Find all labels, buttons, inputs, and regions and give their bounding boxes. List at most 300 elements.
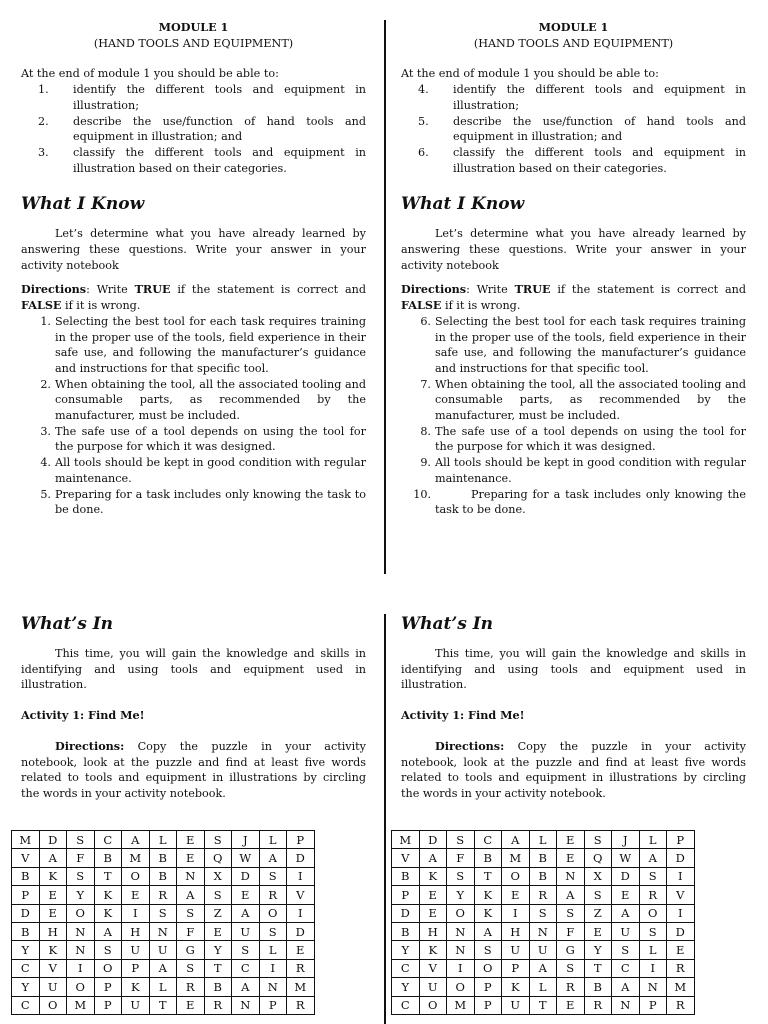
objective-text: classify the different tools and equipment in illustration based on their categories.: [73, 145, 366, 175]
puzzle-cell: K: [94, 904, 122, 922]
puzzle-cell: M: [447, 996, 475, 1014]
objective-item: [401, 114, 746, 145]
puzzle-cell: V: [667, 886, 695, 904]
puzzle-cell: A: [177, 886, 205, 904]
question-item: [21, 424, 366, 455]
puzzle-cell: N: [447, 922, 475, 940]
puzzle-cell: N: [149, 922, 177, 940]
puzzle-row: [392, 886, 695, 904]
puzzle-cell: E: [557, 849, 585, 867]
puzzle-cell: K: [94, 886, 122, 904]
puzzle-cell: R: [529, 886, 557, 904]
puzzle-row: [392, 978, 695, 996]
question-item: [401, 377, 746, 424]
puzzle-row: [392, 849, 695, 867]
puzzle-cell: S: [529, 904, 557, 922]
puzzle-cell: U: [149, 941, 177, 959]
objective-text: describe the use/function of hand tools and equipment in illustration; and: [73, 114, 366, 144]
what-i-know-heading: What I Know: [21, 194, 145, 215]
puzzle-cell: B: [149, 849, 177, 867]
puzzle-row: [392, 996, 695, 1014]
question-number: 3.: [40, 424, 51, 438]
puzzle-cell: K: [502, 978, 530, 996]
objective-number: 3.: [38, 145, 49, 159]
puzzle-cell: B: [12, 922, 40, 940]
puzzle-cell: E: [667, 941, 695, 959]
puzzle-row: [12, 904, 315, 922]
puzzle-cell: P: [122, 959, 150, 977]
puzzle-cell: H: [419, 922, 447, 940]
puzzle-cell: S: [584, 831, 612, 849]
puzzle-cell: B: [392, 867, 420, 885]
objectives-intro: At the end of module 1 you should be able to:: [21, 67, 279, 81]
puzzle-cell: T: [529, 996, 557, 1014]
question-text: Preparing for a task includes only knowing the task to be done.: [55, 487, 366, 517]
puzzle-cell: P: [474, 996, 502, 1014]
puzzle-cell: S: [67, 867, 95, 885]
puzzle-cell: B: [529, 849, 557, 867]
puzzle-cell: B: [584, 978, 612, 996]
directions-text-b: if the statement is correct and: [170, 283, 366, 297]
question-number: 4.: [40, 456, 51, 470]
puzzle-cell: M: [502, 849, 530, 867]
puzzle-row: [392, 922, 695, 940]
module-subtitle: (HAND TOOLS AND EQUIPMENT): [473, 36, 674, 50]
puzzle-cell: S: [259, 922, 287, 940]
puzzle-cell: T: [584, 959, 612, 977]
puzzle-row: [12, 959, 315, 977]
puzzle-cell: K: [122, 978, 150, 996]
puzzle-cell: C: [392, 959, 420, 977]
puzzle-cell: I: [287, 867, 315, 885]
puzzle-cell: P: [94, 978, 122, 996]
puzzle-cell: A: [612, 904, 640, 922]
puzzle-cell: S: [584, 886, 612, 904]
directions: [401, 282, 746, 313]
directions-false: FALSE: [401, 298, 442, 313]
puzzle-cell: P: [474, 978, 502, 996]
puzzle-cell: P: [12, 886, 40, 904]
puzzle-cell: M: [122, 849, 150, 867]
puzzle-cell: T: [94, 867, 122, 885]
puzzle-cell: P: [287, 831, 315, 849]
puzzle-cell: P: [259, 996, 287, 1014]
puzzle-cell: D: [392, 904, 420, 922]
puzzle-cell: I: [447, 959, 475, 977]
puzzle-cell: S: [557, 904, 585, 922]
directions-true: TRUE: [514, 282, 551, 297]
puzzle-cell: C: [612, 959, 640, 977]
puzzle-row: [12, 867, 315, 885]
puzzle-cell: L: [149, 831, 177, 849]
objectives-list: [21, 82, 366, 176]
module-title: MODULE 1: [158, 20, 229, 34]
puzzle-cell: V: [12, 849, 40, 867]
puzzle-cell: Q: [204, 849, 232, 867]
puzzle-cell: Y: [204, 941, 232, 959]
puzzle-cell: S: [94, 941, 122, 959]
directions-text-a: : Write: [466, 283, 515, 297]
puzzle-cell: Y: [12, 941, 40, 959]
puzzle-cell: A: [149, 959, 177, 977]
puzzle-cell: D: [39, 831, 67, 849]
questions-list: [401, 314, 746, 487]
directions-text-a: : Write: [86, 283, 135, 297]
puzzle-cell: V: [287, 886, 315, 904]
puzzle-row: [12, 996, 315, 1014]
puzzle-cell: Z: [204, 904, 232, 922]
puzzle-cell: U: [529, 941, 557, 959]
puzzle-cell: O: [419, 996, 447, 1014]
puzzle-cell: S: [612, 941, 640, 959]
puzzle-cell: U: [502, 941, 530, 959]
puzzle-cell: E: [419, 886, 447, 904]
bottom-left-column: [21, 614, 366, 802]
puzzle-cell: O: [447, 904, 475, 922]
puzzle-cell: S: [149, 904, 177, 922]
puzzle-cell: L: [639, 831, 667, 849]
puzzle-cell: R: [287, 996, 315, 1014]
what-i-know-paragraph: Let’s determine what you have already learned by answering these questions. Write your answer in your activity notebook: [21, 227, 366, 272]
directions-text-c: if it is wrong.: [441, 299, 521, 313]
puzzle-cell: O: [122, 867, 150, 885]
puzzle-cell: V: [392, 849, 420, 867]
puzzle-cell: W: [232, 849, 260, 867]
puzzle-cell: S: [177, 959, 205, 977]
puzzle-cell: E: [177, 831, 205, 849]
puzzle-cell: D: [612, 867, 640, 885]
question-text: All tools should be kept in good condition with regular maintenance.: [55, 456, 366, 485]
puzzle-cell: Z: [584, 904, 612, 922]
directions-text-c: if it is wrong.: [61, 299, 141, 313]
objectives-intro: At the end of module 1 you should be able to:: [401, 67, 659, 81]
puzzle-row: [12, 978, 315, 996]
puzzle-cell: S: [447, 831, 475, 849]
puzzle-cell: I: [667, 904, 695, 922]
question-item: [21, 487, 366, 518]
puzzle-cell: R: [584, 996, 612, 1014]
puzzle-cell: E: [557, 831, 585, 849]
puzzle-cell: R: [287, 959, 315, 977]
puzzle-cell: S: [177, 904, 205, 922]
puzzle-cell: U: [419, 978, 447, 996]
puzzle-cell: O: [39, 996, 67, 1014]
puzzle-cell: Y: [392, 978, 420, 996]
bottom-right-column: [401, 614, 746, 802]
activity-directions-label: Directions:: [435, 738, 505, 753]
puzzle-cell: I: [639, 959, 667, 977]
question-text: All tools should be kept in good condition with regular maintenance.: [435, 456, 746, 485]
puzzle-cell: N: [177, 867, 205, 885]
puzzle-cell: P: [639, 996, 667, 1014]
puzzle-cell: U: [122, 996, 150, 1014]
module-subtitle: (HAND TOOLS AND EQUIPMENT): [93, 36, 294, 50]
puzzle-cell: P: [392, 886, 420, 904]
puzzle-cell: E: [177, 996, 205, 1014]
question-text: The safe use of a tool depends on using the tool for the purpose for which it was designed.: [55, 424, 366, 454]
puzzle-row: [392, 867, 695, 885]
puzzle-cell: B: [204, 978, 232, 996]
puzzle-cell: I: [122, 904, 150, 922]
puzzle-cell: S: [474, 941, 502, 959]
puzzle-cell: T: [204, 959, 232, 977]
puzzle-cell: A: [502, 831, 530, 849]
objective-number: 4.: [418, 83, 429, 97]
puzzle-cell: C: [12, 959, 40, 977]
puzzle-cell: I: [259, 959, 287, 977]
puzzle-cell: K: [419, 867, 447, 885]
puzzle-cell: A: [557, 886, 585, 904]
puzzle-cell: S: [639, 922, 667, 940]
puzzle-cell: U: [612, 922, 640, 940]
puzzle-cell: N: [447, 941, 475, 959]
activity-directions-text: Copy the puzzle in your activity notebook, look at the puzzle and find at least five words related to tools and equipment in illustrations by circling the words in your activity notebook.: [21, 739, 366, 800]
column-divider-top: [384, 20, 386, 574]
activity-title: Activity 1: Find Me!: [21, 708, 145, 723]
puzzle-cell: B: [392, 922, 420, 940]
puzzle-cell: X: [204, 867, 232, 885]
puzzle-cell: K: [419, 941, 447, 959]
question-text: Preparing for a task includes only knowing the task to be done.: [435, 487, 746, 517]
puzzle-cell: T: [474, 867, 502, 885]
puzzle-cell: H: [39, 922, 67, 940]
objective-item: [21, 114, 366, 145]
question-number: 1.: [40, 314, 51, 328]
puzzle-cell: D: [667, 922, 695, 940]
question-text: Selecting the best tool for each task requires training in the proper use of the tools, field experience in their safe use, and following the manufacturer’s guidance and instructions for that specific tool.: [55, 314, 366, 375]
puzzle-cell: O: [447, 978, 475, 996]
puzzle-cell: A: [419, 849, 447, 867]
puzzle-cell: M: [667, 978, 695, 996]
puzzle-cell: S: [232, 941, 260, 959]
puzzle-cell: B: [149, 867, 177, 885]
puzzle-cell: Y: [447, 886, 475, 904]
puzzle-cell: H: [122, 922, 150, 940]
puzzle-cell: M: [287, 978, 315, 996]
puzzle-cell: L: [529, 831, 557, 849]
question-item: [21, 314, 366, 377]
puzzle-cell: H: [502, 922, 530, 940]
question-number: 9.: [420, 456, 431, 470]
puzzle-cell: B: [12, 867, 40, 885]
puzzle-cell: J: [232, 831, 260, 849]
objective-text: identify the different tools and equipment in illustration;: [73, 83, 366, 112]
puzzle-cell: A: [232, 904, 260, 922]
puzzle-cell: N: [259, 978, 287, 996]
question-item: [21, 377, 366, 424]
puzzle-row: [392, 959, 695, 977]
objective-number: 2.: [38, 114, 49, 128]
puzzle-cell: K: [474, 904, 502, 922]
puzzle-cell: N: [232, 996, 260, 1014]
puzzle-cell: T: [149, 996, 177, 1014]
puzzle-row: [392, 831, 695, 849]
puzzle-cell: D: [419, 831, 447, 849]
puzzle-cell: U: [122, 941, 150, 959]
question-text: Selecting the best tool for each task requires training in the proper use of the tools, field experience in their safe use, and following the manufacturer’s guidance and instructions for that specific tool.: [435, 314, 746, 375]
question-item: [401, 487, 746, 518]
puzzle-cell: L: [639, 941, 667, 959]
word-puzzle-grid: [11, 830, 315, 1015]
puzzle-row: [12, 922, 315, 940]
puzzle-row: [12, 886, 315, 904]
puzzle-cell: N: [557, 867, 585, 885]
directions-false: FALSE: [21, 298, 62, 313]
puzzle-cell: R: [667, 996, 695, 1014]
whats-in-heading: What’s In: [401, 614, 494, 634]
puzzle-cell: E: [502, 886, 530, 904]
puzzle-row: [12, 941, 315, 959]
puzzle-cell: Y: [584, 941, 612, 959]
puzzle-cell: Q: [584, 849, 612, 867]
puzzle-cell: Y: [67, 886, 95, 904]
column-divider-bottom: [384, 614, 386, 1024]
question-item: [401, 424, 746, 455]
puzzle-cell: J: [612, 831, 640, 849]
puzzle-cell: E: [584, 922, 612, 940]
whats-in-paragraph: This time, you will gain the knowledge and skills in identifying and using tools and equipment used in illustration.: [401, 647, 746, 692]
puzzle-cell: A: [232, 978, 260, 996]
puzzle-cell: F: [557, 922, 585, 940]
what-i-know-paragraph: Let’s determine what you have already learned by answering these questions. Write your answer in your activity notebook: [401, 227, 746, 272]
objective-text: identify the different tools and equipment in illustration;: [453, 83, 746, 112]
objective-text: describe the use/function of hand tools and equipment in illustration; and: [453, 114, 746, 144]
puzzle-cell: P: [94, 996, 122, 1014]
puzzle-cell: O: [67, 904, 95, 922]
puzzle-cell: R: [557, 978, 585, 996]
puzzle-cell: A: [259, 849, 287, 867]
puzzle-cell: B: [94, 849, 122, 867]
puzzle-cell: F: [447, 849, 475, 867]
puzzle-cell: S: [639, 867, 667, 885]
puzzle-cell: D: [12, 904, 40, 922]
puzzle-cell: Y: [12, 978, 40, 996]
puzzle-cell: S: [204, 831, 232, 849]
puzzle-cell: W: [612, 849, 640, 867]
puzzle-cell: A: [474, 922, 502, 940]
puzzle-cell: A: [612, 978, 640, 996]
puzzle-cell: U: [502, 996, 530, 1014]
puzzle-cell: K: [39, 867, 67, 885]
puzzle-cell: O: [94, 959, 122, 977]
puzzle-row: [12, 849, 315, 867]
puzzle-cell: O: [639, 904, 667, 922]
puzzle-cell: X: [584, 867, 612, 885]
puzzle-cell: D: [667, 849, 695, 867]
objective-number: 1.: [38, 83, 49, 97]
puzzle-cell: K: [39, 941, 67, 959]
puzzle-cell: L: [259, 831, 287, 849]
what-i-know-heading: What I Know: [401, 194, 525, 215]
puzzle-cell: N: [612, 996, 640, 1014]
puzzle-cell: E: [419, 904, 447, 922]
puzzle-cell: N: [67, 941, 95, 959]
puzzle-cell: I: [667, 867, 695, 885]
puzzle-cell: C: [232, 959, 260, 977]
directions-label: Directions: [401, 282, 467, 297]
puzzle-row: [12, 831, 315, 849]
question-number: 7.: [420, 377, 431, 391]
puzzle-cell: S: [259, 867, 287, 885]
puzzle-cell: C: [392, 996, 420, 1014]
objective-item: [401, 145, 746, 176]
puzzle-cell: N: [639, 978, 667, 996]
puzzle-row: [392, 904, 695, 922]
puzzle-cell: R: [204, 996, 232, 1014]
puzzle-cell: I: [287, 904, 315, 922]
directions-text-b: if the statement is correct and: [550, 283, 746, 297]
directions-true: TRUE: [134, 282, 171, 297]
activity-directions-label: Directions:: [55, 738, 125, 753]
puzzle-cell: E: [204, 922, 232, 940]
activity-directions: [401, 739, 746, 802]
word-puzzle-grid: [391, 830, 695, 1015]
puzzle-cell: B: [529, 867, 557, 885]
puzzle-cell: E: [122, 886, 150, 904]
directions-label: Directions: [21, 282, 87, 297]
questions-list: [21, 314, 366, 518]
puzzle-cell: C: [474, 831, 502, 849]
puzzle-cell: A: [94, 922, 122, 940]
question-number: 10.: [413, 487, 431, 501]
puzzle-cell: E: [612, 886, 640, 904]
puzzle-cell: P: [667, 831, 695, 849]
objective-text: classify the different tools and equipment in illustration based on their categories.: [453, 145, 746, 175]
objective-number: 6.: [418, 145, 429, 159]
puzzle-cell: I: [502, 904, 530, 922]
puzzle-cell: S: [557, 959, 585, 977]
objective-item: [401, 82, 746, 113]
puzzle-cell: R: [667, 959, 695, 977]
puzzle-cell: S: [204, 886, 232, 904]
puzzle-cell: U: [232, 922, 260, 940]
puzzle-cell: R: [639, 886, 667, 904]
activity-title: Activity 1: Find Me!: [401, 708, 525, 723]
puzzle-cell: I: [67, 959, 95, 977]
question-number: 2.: [40, 377, 51, 391]
puzzle-cell: R: [177, 978, 205, 996]
puzzle-cell: A: [639, 849, 667, 867]
top-right-column: [401, 20, 746, 518]
puzzle-cell: A: [39, 849, 67, 867]
puzzle-cell: G: [177, 941, 205, 959]
puzzle-cell: F: [177, 922, 205, 940]
puzzle-cell: V: [419, 959, 447, 977]
question-number: 5.: [40, 487, 51, 501]
puzzle-cell: E: [177, 849, 205, 867]
question-number: 8.: [420, 424, 431, 438]
puzzle-cell: E: [287, 941, 315, 959]
objective-item: [21, 82, 366, 113]
puzzle-cell: L: [149, 978, 177, 996]
top-left-column: [21, 20, 366, 518]
activity-directions-text: Copy the puzzle in your activity notebook, look at the puzzle and find at least five words related to tools and equipment in illustrations by circling the words in your activity notebook.: [401, 739, 746, 800]
question-number: 6.: [420, 314, 431, 328]
puzzle-cell: S: [447, 867, 475, 885]
question-item: [21, 455, 366, 486]
puzzle-cell: D: [232, 867, 260, 885]
question-text: The safe use of a tool depends on using the tool for the purpose for which it was designed.: [435, 424, 746, 454]
puzzle-cell: S: [67, 831, 95, 849]
puzzle-cell: D: [287, 849, 315, 867]
puzzle-cell: M: [12, 831, 40, 849]
puzzle-cell: A: [529, 959, 557, 977]
puzzle-cell: E: [557, 996, 585, 1014]
objectives-list: [401, 82, 746, 176]
question-text: When obtaining the tool, all the associated tooling and consumable parts, as recommended by the manufacturer, must be included.: [435, 377, 746, 423]
puzzle-cell: U: [39, 978, 67, 996]
puzzle-cell: G: [557, 941, 585, 959]
